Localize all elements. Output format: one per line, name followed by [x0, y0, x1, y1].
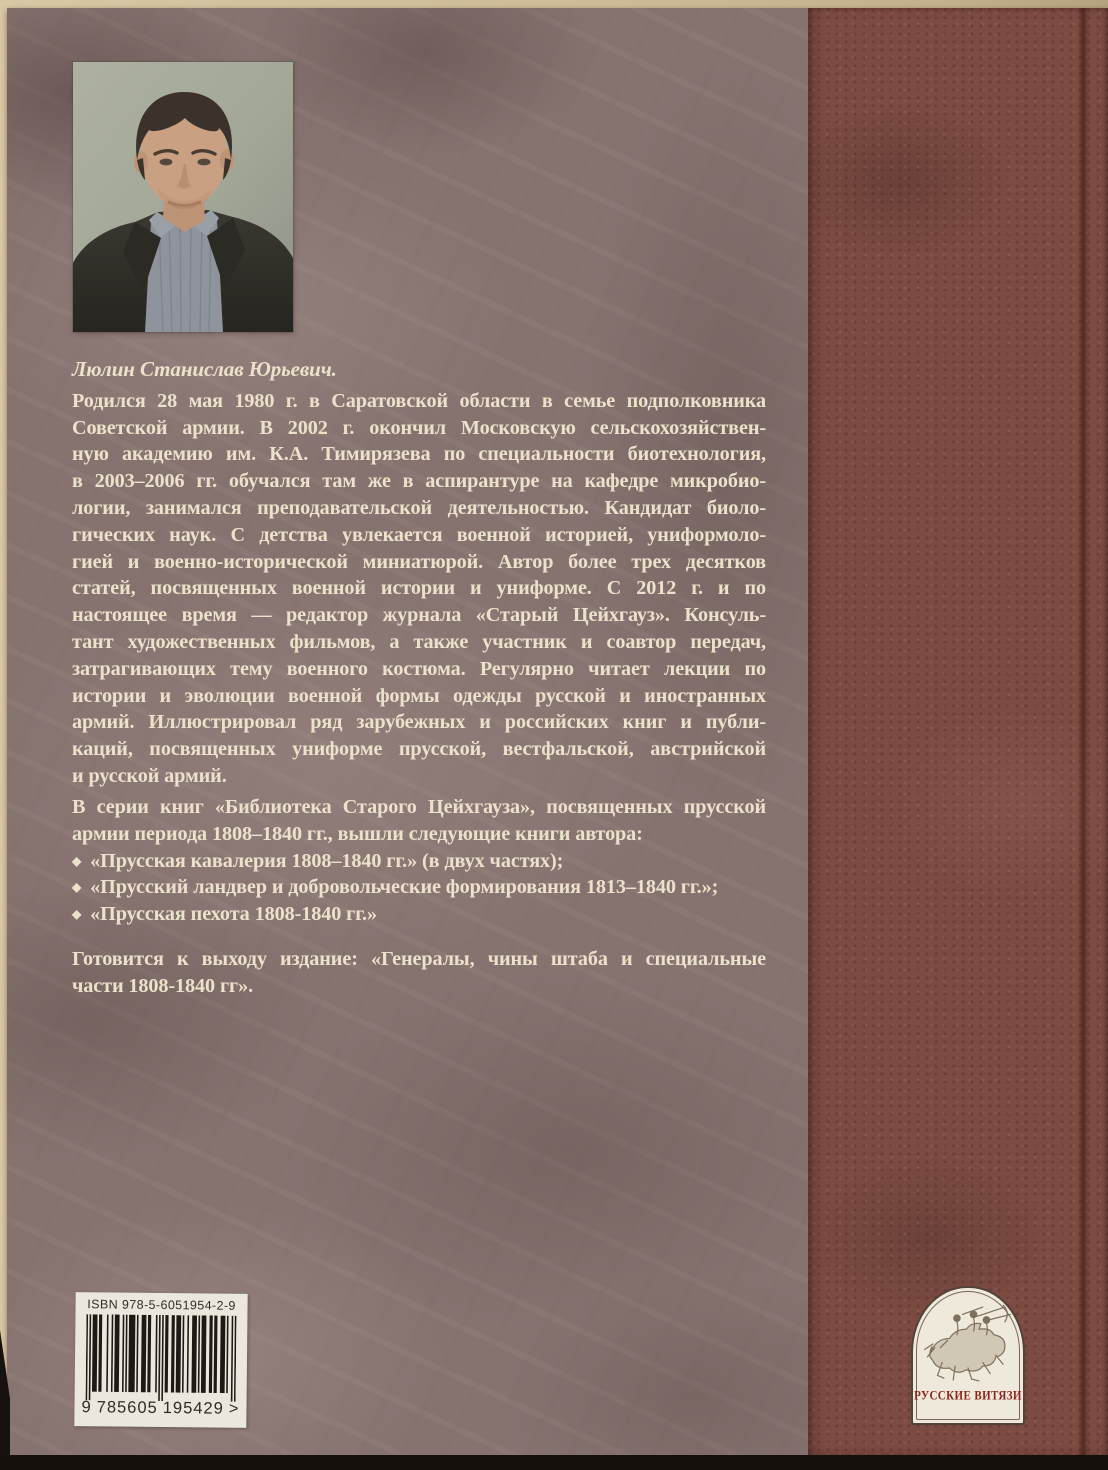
horsemen-emblem-icon: [920, 1296, 1016, 1392]
barcode-digit-lead: 9: [81, 1398, 92, 1417]
bio-line: Советской армии. В 2002 г. окончил Московскую сельскохозяйствен-: [72, 416, 766, 439]
bio-line: армий. Иллюстрировал ряд зарубежных и российских книг и публи-: [72, 711, 766, 734]
series-item-text: «Прусская кавалерия 1808–1840 гг.» (в двух частях);: [90, 849, 564, 872]
horsemen-sketch: [920, 1296, 1016, 1392]
series-item: [72, 874, 766, 901]
bio-line: затрагивающих тему военного костюма. Регулярно читает лекции по: [72, 657, 766, 680]
barcode-arrow: >: [228, 1399, 240, 1418]
bio-line: статей, посвященных военной истории и униформе. С 2012 г. и по: [72, 577, 766, 600]
series-list: [72, 848, 766, 928]
bio-line: истории и эволюции военной формы одежды русской и иностранных: [72, 684, 766, 707]
publisher-logo-badge: [911, 1286, 1025, 1425]
author-bio: [72, 388, 766, 763]
barcode-group2: 195429: [162, 1399, 224, 1418]
series-intro-line: В серии книг «Библиотека Старого Цейхгауза», посвященных прусской: [72, 796, 766, 818]
series-item: [72, 901, 766, 928]
series-intro: [72, 794, 766, 821]
author-name: Люлин Станислав Юрьевич.: [72, 357, 337, 381]
spine-crease: [1078, 8, 1090, 1455]
isbn-number: ISBN 978-5-6051954-2-9: [87, 1297, 236, 1313]
bio-line: Родился 28 мая 1980 г. в Саратовской области в семье подполковника: [72, 389, 766, 412]
bullet-diamond-icon: ◆: [72, 853, 82, 868]
bio-line: гией и военно-исторической миниатюрой. Автор более трех десятков: [72, 550, 766, 573]
upcoming-last-line: части 1808-1840 гг».: [72, 974, 254, 997]
author-bio-block: [72, 356, 766, 790]
portrait-illustration: [73, 62, 293, 332]
publisher-name: РУССКИЕ ВИТЯЗИ: [914, 1389, 1022, 1403]
series-intro-last-line: армии периода 1808–1840 гг., вышли следующие книги автора:: [72, 822, 643, 845]
bio-line: логии, занимался преподавательской деятельностью. Кандидат биоло-: [72, 496, 766, 519]
bio-line: настоящее время — редактор журнала «Старый Цейхгауз». Консуль-: [72, 604, 766, 627]
bio-line: ную академию им. К.А. Тимирязева по специальности биотехнология,: [72, 443, 766, 466]
bio-line: тант художественных фильмов, а также участник и соавтор передач,: [72, 630, 766, 653]
bio-line: в 2003–2006 гг. обучался там же в аспирантуре на кафедре микробио-: [72, 470, 766, 493]
bullet-diamond-icon: ◆: [72, 880, 82, 895]
series-item: [72, 848, 766, 875]
series-block: [72, 794, 766, 928]
ean13-barcode-icon: [86, 1314, 237, 1402]
bio-last-line: и русской армий.: [72, 764, 227, 787]
marbled-cover: [7, 8, 808, 1455]
series-item-text: «Прусская пехота 1808-1840 гг.»: [90, 903, 377, 926]
barcode-bars: [86, 1314, 237, 1402]
bottom-edge-shadow: [0, 1455, 1108, 1470]
barcode-digits: [81, 1398, 239, 1419]
upcoming-intro: [72, 946, 766, 973]
bio-line: гических наук. С детства увлекается военной историей, униформоло-: [72, 523, 766, 546]
author-portrait-photo: [73, 62, 293, 332]
book-back-cover: [7, 8, 1108, 1455]
series-item-text: «Прусский ландвер и добровольческие формирования 1813–1840 гг.»;: [90, 876, 719, 899]
upcoming-line: Готовится к выходу издание: «Генералы, чины штаба и специальные: [72, 948, 766, 970]
isbn-barcode-label: [74, 1292, 247, 1428]
book-spine: [808, 8, 1108, 1455]
upcoming-block: [72, 946, 766, 1000]
bio-line: каций, посвященных униформе прусской, вестфальской, австрийской: [72, 738, 766, 761]
barcode-group1: 785605: [96, 1398, 158, 1417]
bullet-diamond-icon: ◆: [72, 907, 82, 922]
